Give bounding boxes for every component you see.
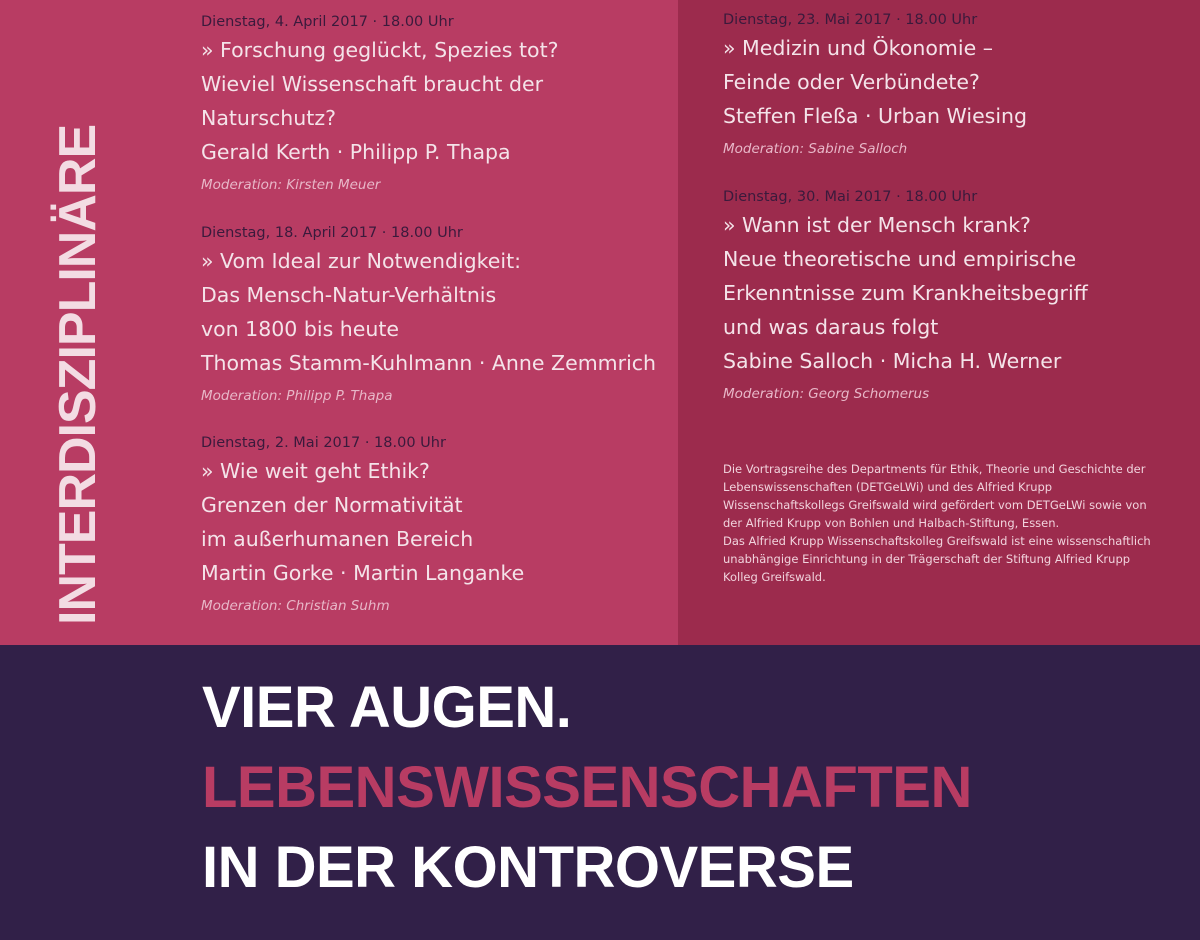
event-speakers: Thomas Stamm-Kuhlmann · Anne Zemmrich <box>201 351 657 375</box>
headline-line-1: VIER AUGEN. <box>202 675 572 740</box>
funding-note-paragraph: Das Alfried Krupp Wissenschaftskolleg Greifswald ist eine wissenschaftlich unabhängige Einrichtung in der Trägerschaft der Stiftung Alfried Krupp Kolleg Greifswald. <box>723 534 1151 584</box>
event-title-line: und was daraus folgt <box>723 315 939 339</box>
funding-note <box>723 460 1163 586</box>
event-moderation: Moderation: Philipp P. Thapa <box>201 388 393 404</box>
event-title-line: » Medizin und Ökonomie – <box>723 36 993 60</box>
event-4 <box>723 10 1027 159</box>
event-speakers: Sabine Salloch · Micha H. Werner <box>723 349 1062 373</box>
event-speakers: Martin Gorke · Martin Langanke <box>201 561 525 585</box>
event-title-line: Naturschutz? <box>201 106 336 130</box>
event-title-line: Feinde oder Verbündete? <box>723 70 980 94</box>
event-title-line: » Wie weit geht Ethik? <box>201 459 430 483</box>
funding-note-paragraph: Die Vortragsreihe des Departments für Ethik, Theorie und Geschichte der Lebenswissenschaften (DETGeLWi) und des Alfried Krupp Wissenschaftskollegs Greifswald wird gefördert vom DETGeLWi sowie von der Alfried Krupp von Bohlen und Halbach-Stiftung, Essen. <box>723 462 1147 530</box>
event-title-line: Wieviel Wissenschaft braucht der <box>201 72 544 96</box>
headline-line-2: LEBENSWISSENSCHAFTEN <box>202 755 972 820</box>
event-5 <box>723 187 1088 404</box>
event-speakers: Gerald Kerth · Philipp P. Thapa <box>201 140 511 164</box>
event-3 <box>201 433 524 616</box>
event-title-line: » Vom Ideal zur Notwendigkeit: <box>201 249 522 273</box>
event-date: Dienstag, 2. Mai 2017 · 18.00 Uhr <box>201 435 446 451</box>
series-title-vertical: INTERDISZIPLINÄRE <box>49 124 107 625</box>
event-title-line: von 1800 bis heute <box>201 317 400 341</box>
event-moderation: Moderation: Georg Schomerus <box>723 386 930 402</box>
event-speakers: Steffen Fleßa · Urban Wiesing <box>723 104 1028 128</box>
event-title-line: » Wann ist der Mensch krank? <box>723 213 1031 237</box>
event-2 <box>201 223 656 406</box>
event-moderation: Moderation: Sabine Salloch <box>723 141 908 157</box>
event-date: Dienstag, 30. Mai 2017 · 18.00 Uhr <box>723 189 978 205</box>
headline <box>202 668 972 908</box>
event-date: Dienstag, 23. Mai 2017 · 18.00 Uhr <box>723 12 978 28</box>
event-title-line: Neue theoretische und empirische <box>723 247 1077 271</box>
event-date: Dienstag, 18. April 2017 · 18.00 Uhr <box>201 225 463 241</box>
event-title-line: im außerhumanen Bereich <box>201 527 474 551</box>
event-moderation: Moderation: Kirsten Meuer <box>201 177 381 193</box>
event-title-line: Grenzen der Normativität <box>201 493 463 517</box>
event-moderation: Moderation: Christian Suhm <box>201 598 390 614</box>
event-title-line: » Forschung geglückt, Spezies tot? <box>201 38 559 62</box>
event-title-line: Erkenntnisse zum Krankheitsbegriff <box>723 281 1088 305</box>
event-1 <box>201 12 559 195</box>
event-date: Dienstag, 4. April 2017 · 18.00 Uhr <box>201 14 454 30</box>
event-title-line: Das Mensch-Natur-Verhältnis <box>201 283 497 307</box>
headline-line-3: IN DER KONTROVERSE <box>202 835 854 900</box>
